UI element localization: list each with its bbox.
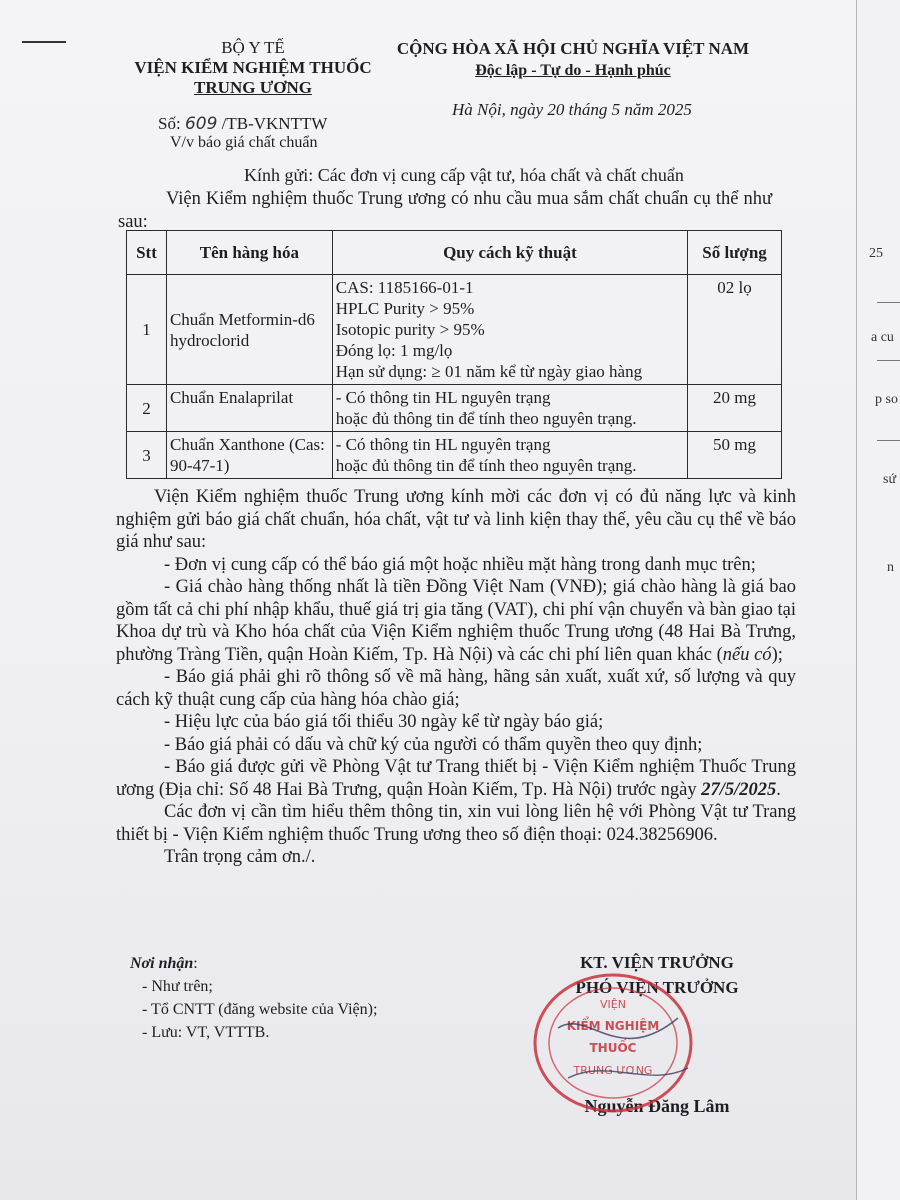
table-row xyxy=(127,432,782,479)
ministry-name: BỘ Y TẾ xyxy=(221,38,285,57)
number-prefix: Số: xyxy=(158,114,181,133)
col-header-qty: Số lượng xyxy=(688,231,782,275)
underlying-fragment: n xyxy=(887,560,894,575)
header-right xyxy=(388,38,758,82)
recipient-item: - Lưu: VT, VTTTB. xyxy=(142,1024,270,1041)
cell-qty: 02 lọ xyxy=(688,275,782,385)
requirement-text-end: ); xyxy=(771,644,783,665)
col-header-name: Tên hàng hóa xyxy=(166,231,332,275)
document-subject: V/v báo giá chất chuẩn xyxy=(170,134,318,151)
recipients-block xyxy=(130,952,377,1044)
spec-line: - Có thông tin HL nguyên trạng xyxy=(335,435,551,454)
intro-paragraph xyxy=(118,188,772,233)
svg-text:TRUNG ƯƠNG: TRUNG ƯƠNG xyxy=(573,1064,653,1077)
spec-line: Isotopic purity > 95% xyxy=(335,320,485,339)
cell-name: Chuẩn Metformin-d6 hydroclorid xyxy=(166,275,332,385)
underlying-rule xyxy=(877,302,900,303)
col-header-stt: Stt xyxy=(127,231,167,275)
country-name: CỘNG HÒA XÃ HỘI CHỦ NGHĨA VIỆT NAM xyxy=(396,39,750,58)
requirement-text: - Giá chào hàng thống nhất là tiền Đồng Việt Nam (VNĐ); giá chào hàng là giá bao gồm tất cả chi phí nhập khẩu, thuế giá trị gia tăng (VAT), chi phí vận chuyển và bàn giao tại Khoa dự trù và Kho hóa chất của Viện Kiểm nghiệm thuốc Trung ương (48 Hai Bà Trưng, phường Tràng Tiền, quận Hoàn Kiếm, Tp. Hà Nội) và các chi phí liên quan khác ( xyxy=(116,577,796,665)
requirement-item: - Đơn vị cung cấp có thể báo giá một hoặc nhiều mặt hàng trong danh mục trên; xyxy=(164,554,756,575)
cell-spec xyxy=(332,385,687,432)
cell-stt: 2 xyxy=(127,385,167,432)
institute-name-line2: TRUNG ƯƠNG xyxy=(194,78,312,97)
recipients-title-text: Nơi nhận xyxy=(130,955,194,972)
closing-line: Trân trọng cảm ơn./. xyxy=(164,847,316,867)
cell-stt: 1 xyxy=(127,275,167,385)
requirement-item xyxy=(116,576,796,666)
spec-line: CAS: 1185166-01-1 xyxy=(335,278,474,297)
underlying-fragment: a cu xyxy=(871,330,894,345)
requirement-item xyxy=(116,756,796,801)
cell-name: Chuẩn Xanthone (Cas: 90-47-1) xyxy=(166,432,332,479)
number-suffix: /TB-VKNTTW xyxy=(221,114,328,133)
spec-line: Đóng lọ: 1 mg/lọ xyxy=(335,341,453,360)
requirement-text-end: . xyxy=(776,779,781,800)
body-paragraph-invitation: Viện Kiểm nghiệm thuốc Trung ương kính mời các đơn vị có đủ năng lực và kinh nghiệm gửi báo giá chất chuẩn, hóa chất, vật tư và linh kiện thay thế, yêu cầu cụ thể về báo giá như sau: xyxy=(116,487,796,552)
official-seal-stamp xyxy=(528,968,698,1118)
col-header-spec: Quy cách kỹ thuật xyxy=(332,231,687,275)
cell-spec xyxy=(332,432,687,479)
cell-spec xyxy=(332,275,687,385)
contact-paragraph: Các đơn vị cần tìm hiểu thêm thông tin, xin vui lòng liên hệ với Phòng Vật tư Trang thiết bị - Viện Kiểm nghiệm thuốc Trung ương theo số điện thoại: 024.38256906. xyxy=(116,802,796,845)
recipient-item: - Tổ CNTT (đăng website của Viện); xyxy=(142,1001,378,1018)
requirement-item: - Hiệu lực của báo giá tối thiểu 30 ngày kể từ ngày báo giá; xyxy=(164,712,604,732)
table-row xyxy=(127,275,782,385)
cell-qty: 20 mg xyxy=(688,385,782,432)
institute-name-line1: VIỆN KIỂM NGHIỆM THUỐC xyxy=(134,58,372,77)
spec-line: - Có thông tin HL nguyên trạng xyxy=(335,388,551,407)
intro-text: Viện Kiểm nghiệm thuốc Trung ương có nhu cầu mua sắm chất chuẩn cụ thể như sau: xyxy=(118,189,772,232)
spec-line: hoặc đủ thông tin để tính theo nguyên trạng. xyxy=(335,456,637,475)
cell-name: Chuẩn Enalaprilat xyxy=(166,385,332,432)
spec-line: Hạn sử dụng: ≥ 01 năm kể từ ngày giao hàng xyxy=(335,362,643,381)
signer-title-line1: KT. VIỆN TRƯỞNG xyxy=(580,953,734,972)
requirement-text: - Báo giá được gửi về Phòng Vật tư Trang thiết bị - Viện Kiểm nghiệm Thuốc Trung ương (Địa chỉ: Số 48 Hai Bà Trưng, quận Hoàn Kiếm, Tp. Hà Nội) trước ngày xyxy=(116,757,796,800)
table-row xyxy=(127,385,782,432)
signer-name: Nguyễn Đăng Lâm xyxy=(584,1096,730,1116)
table-header-row xyxy=(127,231,782,275)
requirement-item: - Báo giá phải ghi rõ thông số về mã hàng, hãng sản xuất, xuất xứ, số lượng và quy cách kỹ thuật cung cấp của hàng hóa chào giá; xyxy=(116,667,796,710)
svg-text:VIỆN: VIỆN xyxy=(600,998,626,1011)
greeting-line: Kính gửi: Các đơn vị cung cấp vật tư, hóa chất và chất chuẩn xyxy=(244,165,684,185)
document-date: Hà Nội, ngày 20 tháng 5 năm 2025 xyxy=(452,100,692,119)
underlying-fragment: p so xyxy=(875,392,898,407)
requirement-item: - Báo giá phải có dấu và chữ ký của người có thẩm quyền theo quy định; xyxy=(164,734,703,755)
svg-text:THUỐC: THUỐC xyxy=(589,1041,637,1055)
margin-mark xyxy=(22,41,66,43)
signer-title-line2: PHÓ VIỆN TRƯỞNG xyxy=(575,978,739,997)
body-section xyxy=(116,486,796,869)
goods-table xyxy=(126,230,782,479)
deadline-date: 27/5/2025 xyxy=(701,779,777,800)
recipients-title xyxy=(130,952,377,975)
underlying-rule xyxy=(877,440,900,441)
national-motto: Độc lập - Tự do - Hạnh phúc xyxy=(475,62,671,79)
cell-stt: 3 xyxy=(127,432,167,479)
underlying-rule xyxy=(877,360,900,361)
underlying-page-edge xyxy=(856,0,900,1200)
header-left xyxy=(122,38,384,98)
cell-qty: 50 mg xyxy=(688,432,782,479)
spec-line: HPLC Purity > 95% xyxy=(335,299,475,318)
recipient-item: - Như trên; xyxy=(142,978,213,995)
underlying-fragment: sứ xyxy=(883,472,897,487)
requirement-emphasis: nếu có xyxy=(722,644,772,665)
spec-line: hoặc đủ thông tin để tính theo nguyên trạng. xyxy=(335,409,637,428)
underlying-fragment: 25 xyxy=(869,246,883,261)
number-handwritten: 609 xyxy=(184,114,218,134)
svg-text:KIỂM NGHIỆM: KIỂM NGHIỆM xyxy=(566,1019,660,1033)
document-number xyxy=(158,114,327,134)
recipients-colon: : xyxy=(193,955,198,972)
